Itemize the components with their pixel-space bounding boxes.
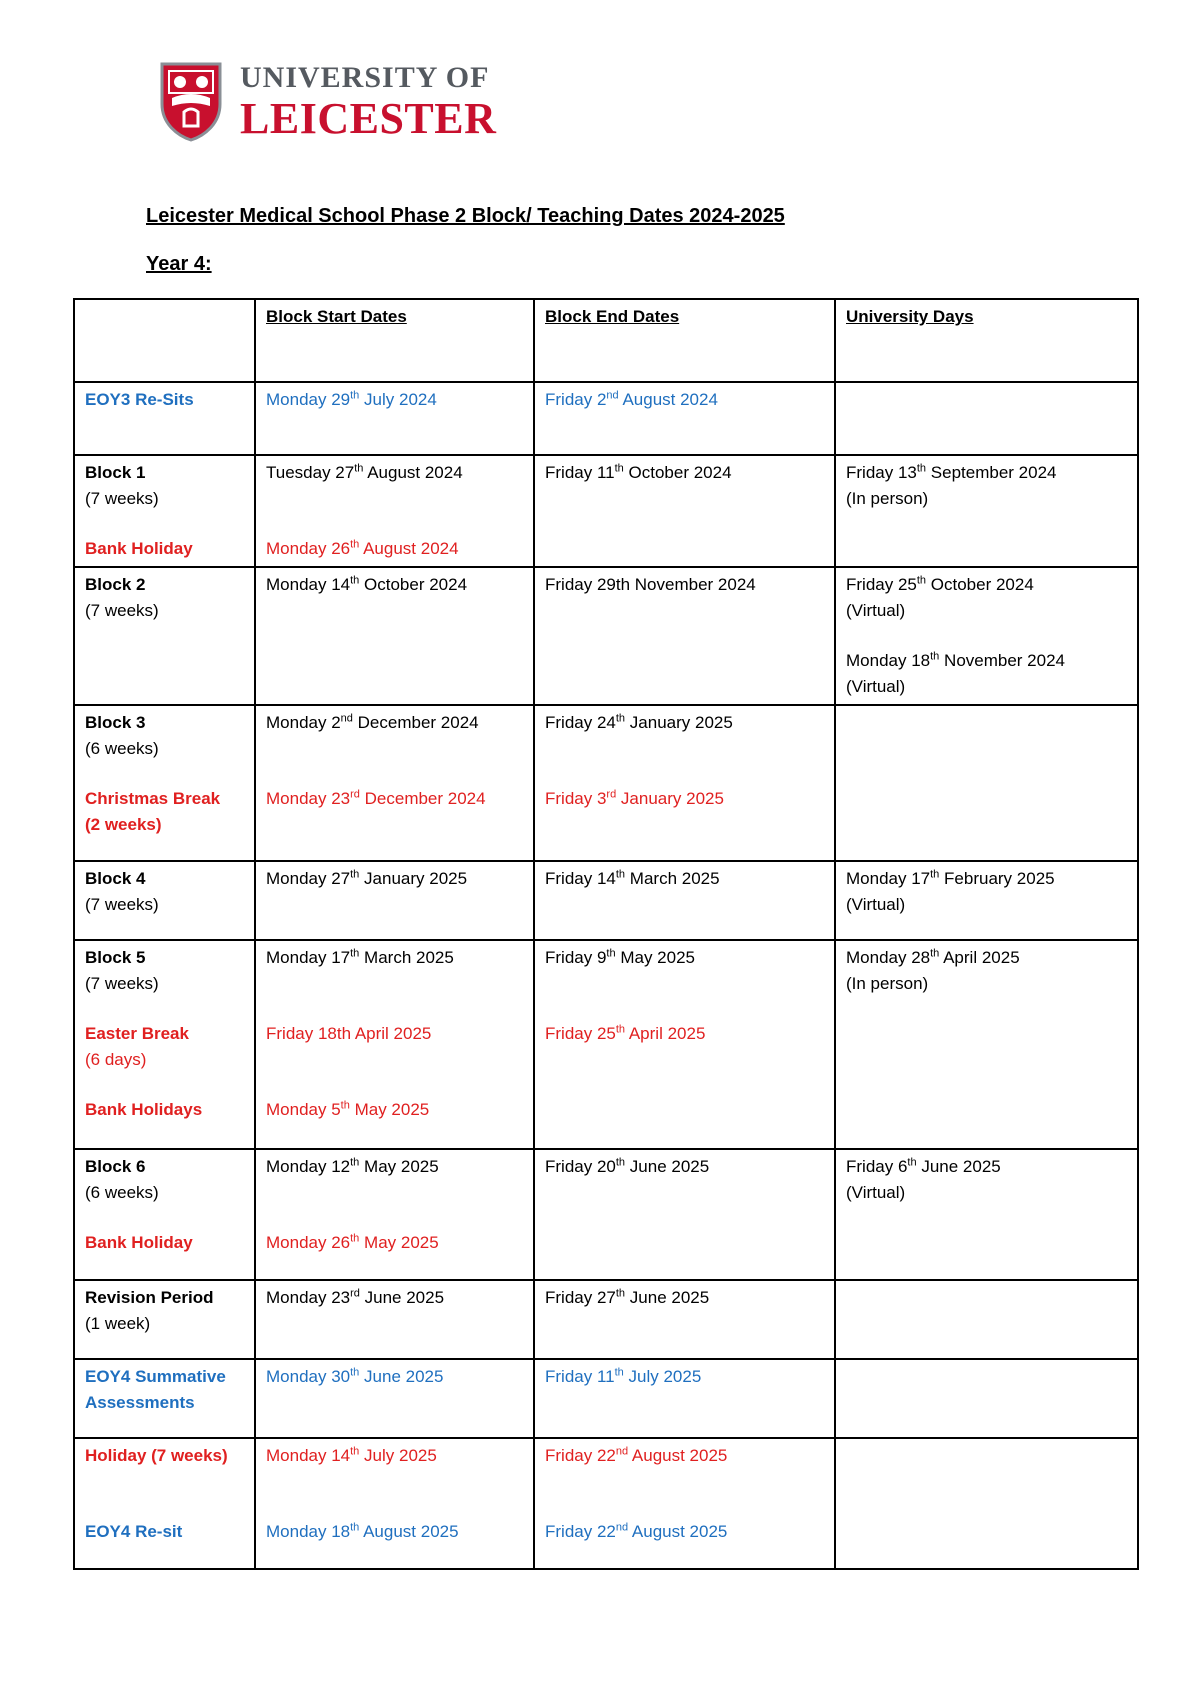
row-label: Revision Period: [85, 1288, 214, 1307]
dates-table: [73, 298, 1139, 1570]
end-date: Friday 14th March 2025: [545, 868, 720, 888]
row-weeks: (1 week): [85, 1314, 151, 1333]
page-title: Leicester Medical School Phase 2 Block/ Teaching Dates 2024-2025: [146, 205, 785, 227]
university-day: Monday 28th April 2025: [846, 947, 1020, 967]
row-label: Block 4: [85, 869, 146, 888]
university-logo: [160, 62, 496, 142]
holiday-start-date: Monday 26th August 2024: [266, 538, 459, 558]
resit-end-date: Friday 22nd August 2025: [545, 1521, 728, 1541]
start-date: Monday 27th January 2025: [266, 868, 468, 888]
holiday-start-date: Monday 23rd December 2024: [266, 788, 486, 808]
row-label: Block 3: [85, 713, 146, 732]
header-row: [74, 299, 1138, 382]
start-date: Tuesday 27th August 2024: [266, 462, 463, 482]
logo-line-1: UNIVERSITY OF: [240, 61, 490, 94]
university-day-note: (Virtual): [846, 601, 906, 620]
row-weeks: (6 weeks): [85, 739, 159, 758]
row-weeks: (6 weeks): [85, 1183, 159, 1202]
holiday-label: Bank Holiday: [85, 539, 193, 558]
row-label: Holiday (7 weeks): [85, 1446, 228, 1465]
start-date: Monday 14th July 2025: [266, 1445, 437, 1465]
row-weeks: (7 weeks): [85, 489, 159, 508]
table-row-block4: [74, 861, 1138, 940]
university-day: Monday 18th November 2024: [846, 650, 1065, 670]
start-date: Monday 23rd June 2025: [266, 1287, 445, 1307]
holiday-end-date: Friday 3rd January 2025: [545, 788, 724, 808]
university-day: Friday 13th September 2024: [846, 462, 1057, 482]
end-date: Friday 27th June 2025: [545, 1287, 710, 1307]
table-row-holiday: [74, 1438, 1138, 1569]
resit-label: EOY4 Re-sit: [85, 1522, 183, 1541]
university-day-note: (Virtual): [846, 677, 906, 696]
row-label: Block 2: [85, 575, 146, 594]
university-day-note: (Virtual): [846, 1183, 906, 1202]
table-row-eoy3: [74, 382, 1138, 455]
start-date: Monday 12th May 2025: [266, 1156, 439, 1176]
end-date: Friday 24th January 2025: [545, 712, 733, 732]
end-date: Friday 11th July 2025: [545, 1366, 702, 1386]
end-date: Friday 11th October 2024: [545, 462, 732, 482]
table-row-block2: [74, 567, 1138, 705]
year-heading: Year 4:: [146, 253, 212, 275]
header-start: Block Start Dates: [266, 307, 407, 326]
logo-line-2: LEICESTER: [240, 94, 497, 143]
holiday-start-date: Monday 26th May 2025: [266, 1232, 439, 1252]
table-row-revision: [74, 1280, 1138, 1359]
university-day-note: (In person): [846, 489, 929, 508]
row-weeks: (7 weeks): [85, 601, 159, 620]
row-label: Block 6: [85, 1157, 146, 1176]
easter-label: Easter Break: [85, 1024, 189, 1043]
row-weeks: (7 weeks): [85, 974, 159, 993]
row-label: Block 5: [85, 948, 146, 967]
university-day: Monday 17th February 2025: [846, 868, 1055, 888]
table-row-block1: [74, 455, 1138, 567]
start-date: Monday 29th July 2024: [266, 389, 437, 409]
holiday-label: Bank Holiday: [85, 1233, 193, 1252]
end-date: Friday 9th May 2025: [545, 947, 695, 967]
row-label: EOY4 Summative: [85, 1367, 226, 1386]
table-row-block5: [74, 940, 1138, 1149]
university-day: Friday 6th June 2025: [846, 1156, 1001, 1176]
start-date: Monday 30th June 2025: [266, 1366, 444, 1386]
start-date: Monday 14th October 2024: [266, 574, 468, 594]
university-day-note: (In person): [846, 974, 929, 993]
bank-holiday-date: Monday 5th May 2025: [266, 1099, 430, 1119]
easter-end-date: Friday 25th April 2025: [545, 1023, 706, 1043]
holiday-weeks: (2 weeks): [85, 815, 162, 834]
resit-start-date: Monday 18th August 2025: [266, 1521, 459, 1541]
header-university-days: University Days: [846, 307, 974, 326]
end-date: Friday 29th November 2024: [545, 575, 756, 594]
holiday-label: Christmas Break: [85, 789, 221, 808]
end-date: Friday 2nd August 2024: [545, 389, 718, 409]
row-label: Block 1: [85, 463, 146, 482]
university-day-note: (Virtual): [846, 895, 906, 914]
header-empty-cell: [74, 299, 255, 382]
table-row-block3: [74, 705, 1138, 861]
easter-start-date: Friday 18th April 2025: [266, 1024, 432, 1043]
bank-holiday-label: Bank Holidays: [85, 1100, 203, 1119]
row-weeks: (7 weeks): [85, 895, 159, 914]
table-row-block6: [74, 1149, 1138, 1280]
end-date: Friday 20th June 2025: [545, 1156, 710, 1176]
table-row-eoy4: [74, 1359, 1138, 1438]
university-day: Friday 25th October 2024: [846, 574, 1034, 594]
crest-icon: [160, 62, 222, 142]
easter-days: (6 days): [85, 1050, 147, 1069]
start-date: Monday 17th March 2025: [266, 947, 454, 967]
row-label-2: Assessments: [85, 1393, 195, 1412]
row-label: EOY3 Re-Sits: [85, 390, 194, 409]
header-end: Block End Dates: [545, 307, 680, 326]
start-date: Monday 2nd December 2024: [266, 712, 479, 732]
end-date: Friday 22nd August 2025: [545, 1445, 728, 1465]
